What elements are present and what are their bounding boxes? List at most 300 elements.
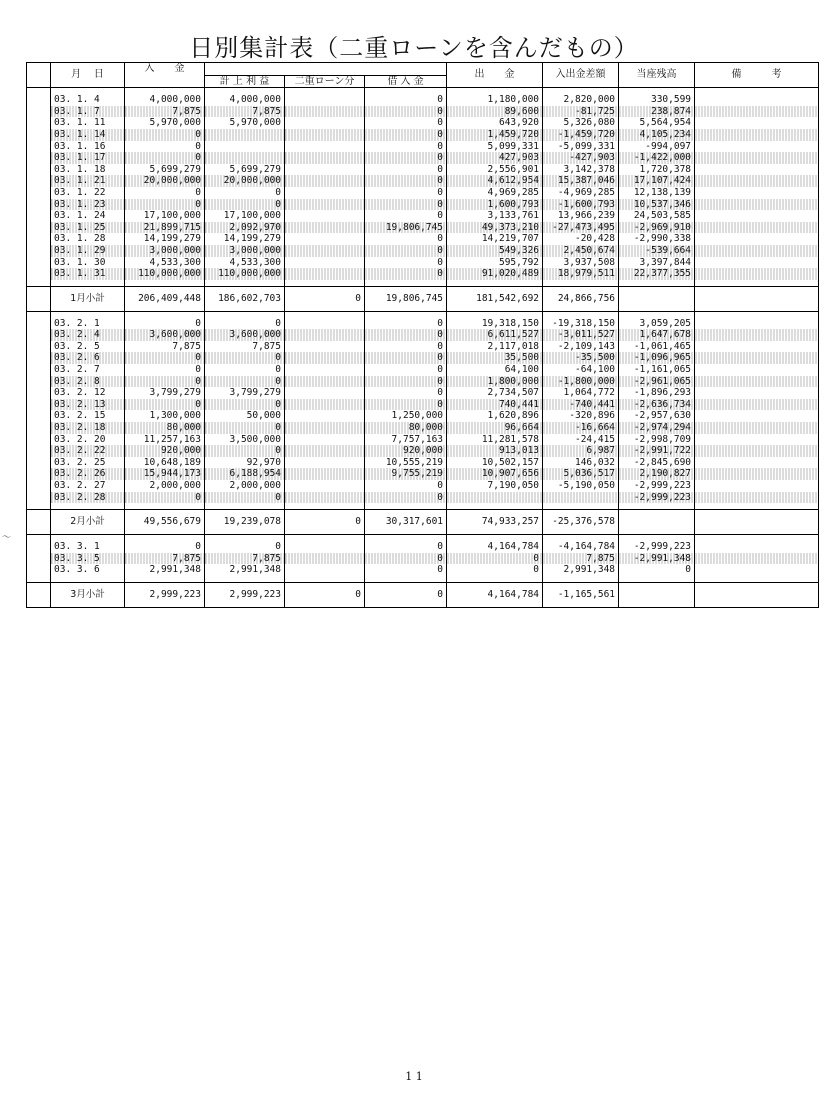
blank-cell <box>27 210 51 222</box>
note-cell <box>695 541 819 553</box>
profit-cell: 5,970,000 <box>205 117 285 129</box>
col-month-label: 月 <box>71 69 82 81</box>
blank-cell <box>27 564 51 576</box>
date-cell: 03. 1. 31 <box>51 268 125 280</box>
income-cell: 0 <box>125 199 205 211</box>
balance-cell: 330,599 <box>619 94 695 106</box>
outgo-cell: 3,133,761 <box>447 210 543 222</box>
blank-cell <box>27 387 51 399</box>
income-cell: 7,875 <box>125 341 205 353</box>
note-cell <box>695 257 819 269</box>
profit-cell <box>205 141 285 153</box>
date-cell: 03. 1. 29 <box>51 245 125 257</box>
borrow-cell: 0 <box>365 257 447 269</box>
outgo-cell: 2,556,901 <box>447 164 543 176</box>
blank-cell <box>27 364 51 376</box>
profit-cell: 3,500,000 <box>205 434 285 446</box>
income-cell: 0 <box>125 152 205 164</box>
income-cell: 0 <box>125 364 205 376</box>
borrow-cell: 10,555,219 <box>365 457 447 469</box>
balance-cell: 10,537,346 <box>619 199 695 211</box>
double-loan-cell: 0 <box>285 582 365 607</box>
col-income-sub <box>125 75 205 88</box>
double-loan-cell <box>285 222 365 234</box>
note-cell <box>695 164 819 176</box>
outgo-cell: 89,600 <box>447 106 543 118</box>
double-loan-cell <box>285 457 365 469</box>
borrow-cell: 0 <box>365 582 447 607</box>
date-cell: 03. 3. 6 <box>51 564 125 576</box>
income-cell: 14,199,279 <box>125 233 205 245</box>
profit-cell: 7,875 <box>205 341 285 353</box>
table-row <box>27 445 819 457</box>
outgo-cell: 96,664 <box>447 422 543 434</box>
balance-cell: -2,999,223 <box>619 541 695 553</box>
subtotal-row <box>27 510 819 535</box>
diff-cell: 2,991,348 <box>543 564 619 576</box>
table-row <box>27 117 819 129</box>
table-row <box>27 410 819 422</box>
blank-cell <box>27 268 51 280</box>
double-loan-cell <box>285 199 365 211</box>
page-number: 1 1 <box>405 1070 423 1083</box>
borrow-cell: 0 <box>365 399 447 411</box>
blank-cell <box>27 468 51 480</box>
blank-cell <box>27 510 51 535</box>
income-cell: 2,991,348 <box>125 564 205 576</box>
profit-cell: 92,970 <box>205 457 285 469</box>
double-loan-cell <box>285 553 365 565</box>
note-cell <box>695 187 819 199</box>
table-row <box>27 480 819 492</box>
note-cell <box>695 329 819 341</box>
balance-cell: 3,397,844 <box>619 257 695 269</box>
blank-cell <box>27 129 51 141</box>
blank-cell <box>27 352 51 364</box>
balance-cell: 5,564,954 <box>619 117 695 129</box>
profit-cell: 0 <box>205 199 285 211</box>
income-cell: 11,257,163 <box>125 434 205 446</box>
double-loan-cell <box>285 245 365 257</box>
note-cell <box>695 129 819 141</box>
note-cell <box>695 199 819 211</box>
borrow-cell: 19,806,745 <box>365 222 447 234</box>
diff-cell: -320,896 <box>543 410 619 422</box>
blank-cell <box>27 341 51 353</box>
note-cell <box>695 268 819 280</box>
outgo-cell: 595,792 <box>447 257 543 269</box>
balance-cell: -1,061,465 <box>619 341 695 353</box>
diff-cell: -427,903 <box>543 152 619 164</box>
double-loan-cell <box>285 399 365 411</box>
profit-cell: 3,000,000 <box>205 245 285 257</box>
double-loan-cell <box>285 492 365 504</box>
table-row <box>27 387 819 399</box>
table-row <box>27 364 819 376</box>
double-loan-cell <box>285 257 365 269</box>
date-cell: 03. 2. 7 <box>51 364 125 376</box>
table-row <box>27 210 819 222</box>
diff-cell: 5,326,080 <box>543 117 619 129</box>
outgo-cell: 10,907,656 <box>447 468 543 480</box>
table-row <box>27 541 819 553</box>
col-day-label: 日 <box>93 69 104 81</box>
subtotal-label: 2月小計 <box>51 510 125 535</box>
borrow-cell: 0 <box>365 245 447 257</box>
outgo-cell: 1,600,793 <box>447 199 543 211</box>
note-cell <box>695 94 819 106</box>
double-loan-cell <box>285 434 365 446</box>
income-cell: 20,000,000 <box>125 175 205 187</box>
note-cell <box>695 492 819 504</box>
blank-cell <box>27 257 51 269</box>
balance-cell: 24,503,585 <box>619 210 695 222</box>
income-cell: 4,533,300 <box>125 257 205 269</box>
diff-cell: -25,376,578 <box>543 510 619 535</box>
table-row <box>27 422 819 434</box>
note-cell <box>695 434 819 446</box>
income-cell: 110,000,000 <box>125 268 205 280</box>
profit-cell: 7,875 <box>205 106 285 118</box>
income-cell: 2,999,223 <box>125 582 205 607</box>
table-row <box>27 129 819 141</box>
income-cell: 5,699,279 <box>125 164 205 176</box>
date-cell: 03. 2. 27 <box>51 480 125 492</box>
table-row <box>27 175 819 187</box>
date-cell: 03. 2. 4 <box>51 329 125 341</box>
table-row <box>27 187 819 199</box>
borrow-cell: 19,806,745 <box>365 286 447 311</box>
date-cell: 03. 2. 5 <box>51 341 125 353</box>
diff-cell: 13,966,239 <box>543 210 619 222</box>
col-blank <box>27 63 51 88</box>
double-loan-cell <box>285 445 365 457</box>
diff-cell: 18,979,511 <box>543 268 619 280</box>
blank-cell <box>27 553 51 565</box>
outgo-cell: 2,734,507 <box>447 387 543 399</box>
balance-cell: -1,422,000 <box>619 152 695 164</box>
blank-cell <box>27 222 51 234</box>
blank-cell <box>27 541 51 553</box>
blank-cell <box>27 329 51 341</box>
outgo-cell: 64,100 <box>447 364 543 376</box>
income-cell: 0 <box>125 141 205 153</box>
double-loan-cell <box>285 341 365 353</box>
balance-cell: 17,107,424 <box>619 175 695 187</box>
borrow-cell: 0 <box>365 329 447 341</box>
diff-cell: 1,064,772 <box>543 387 619 399</box>
table-body <box>27 88 819 608</box>
date-cell: 03. 2. 6 <box>51 352 125 364</box>
blank-cell <box>27 175 51 187</box>
note-cell <box>695 468 819 480</box>
double-loan-cell <box>285 480 365 492</box>
date-cell: 03. 1. 21 <box>51 175 125 187</box>
profit-cell: 186,602,703 <box>205 286 285 311</box>
profit-cell: 2,000,000 <box>205 480 285 492</box>
outgo-cell: 10,502,157 <box>447 457 543 469</box>
diff-cell: -1,459,720 <box>543 129 619 141</box>
double-loan-cell: 0 <box>285 286 365 311</box>
diff-cell <box>543 492 619 504</box>
note-cell <box>695 233 819 245</box>
date-cell: 03. 2. 25 <box>51 457 125 469</box>
profit-cell: 14,199,279 <box>205 233 285 245</box>
borrow-cell: 9,755,219 <box>365 468 447 480</box>
borrow-cell: 0 <box>365 210 447 222</box>
borrow-cell: 0 <box>365 152 447 164</box>
outgo-cell: 643,920 <box>447 117 543 129</box>
profit-cell: 0 <box>205 422 285 434</box>
col-outgo: 出 金 <box>447 63 543 88</box>
col-double-loan: 二重ローン分 <box>285 75 365 88</box>
table-row <box>27 106 819 118</box>
blank-cell <box>27 94 51 106</box>
table-row <box>27 318 819 330</box>
blank-cell <box>27 445 51 457</box>
outgo-cell: 0 <box>447 564 543 576</box>
income-cell: 0 <box>125 376 205 388</box>
profit-cell: 6,188,954 <box>205 468 285 480</box>
profit-cell: 3,799,279 <box>205 387 285 399</box>
double-loan-cell <box>285 210 365 222</box>
balance-cell: -2,636,734 <box>619 399 695 411</box>
balance-cell: 238,874 <box>619 106 695 118</box>
outgo-cell: 74,933,257 <box>447 510 543 535</box>
profit-cell: 0 <box>205 445 285 457</box>
date-cell: 03. 1. 22 <box>51 187 125 199</box>
borrow-cell: 0 <box>365 564 447 576</box>
blank-cell <box>27 410 51 422</box>
borrow-cell: 0 <box>365 141 447 153</box>
diff-cell: 3,142,378 <box>543 164 619 176</box>
profit-cell <box>205 152 285 164</box>
date-cell: 03. 2. 26 <box>51 468 125 480</box>
balance-cell: -539,664 <box>619 245 695 257</box>
borrow-cell: 0 <box>365 364 447 376</box>
double-loan-cell <box>285 94 365 106</box>
borrow-cell: 0 <box>365 376 447 388</box>
double-loan-cell <box>285 141 365 153</box>
date-cell: 03. 2. 8 <box>51 376 125 388</box>
double-loan-cell <box>285 164 365 176</box>
diff-cell: 3,937,508 <box>543 257 619 269</box>
date-cell: 03. 1. 18 <box>51 164 125 176</box>
outgo-cell: 14,219,707 <box>447 233 543 245</box>
borrow-cell: 0 <box>365 341 447 353</box>
table-row <box>27 457 819 469</box>
table-row <box>27 233 819 245</box>
diff-cell: -27,473,495 <box>543 222 619 234</box>
borrow-cell: 920,000 <box>365 445 447 457</box>
balance-cell: 2,190,827 <box>619 468 695 480</box>
diff-cell: -20,428 <box>543 233 619 245</box>
outgo-cell: 49,373,210 <box>447 222 543 234</box>
double-loan-cell <box>285 117 365 129</box>
diff-cell: -35,500 <box>543 352 619 364</box>
balance-cell: -2,969,910 <box>619 222 695 234</box>
blank-cell <box>27 233 51 245</box>
balance-cell: -2,961,065 <box>619 376 695 388</box>
balance-cell: -2,998,709 <box>619 434 695 446</box>
balance-cell: -2,999,223 <box>619 480 695 492</box>
note-cell <box>695 210 819 222</box>
subtotal-label: 1月小計 <box>51 286 125 311</box>
balance-cell: 1,720,378 <box>619 164 695 176</box>
balance-cell: -2,990,338 <box>619 233 695 245</box>
borrow-cell: 0 <box>365 268 447 280</box>
col-note: 備 考 <box>695 63 819 88</box>
income-cell: 0 <box>125 129 205 141</box>
note-cell <box>695 376 819 388</box>
note-cell <box>695 564 819 576</box>
date-cell: 03. 2. 1 <box>51 318 125 330</box>
table-row <box>27 164 819 176</box>
borrow-cell: 0 <box>365 553 447 565</box>
outgo-cell: 5,099,331 <box>447 141 543 153</box>
outgo-cell: 2,117,018 <box>447 341 543 353</box>
income-cell: 80,000 <box>125 422 205 434</box>
table-row <box>27 492 819 504</box>
date-cell: 03. 2. 15 <box>51 410 125 422</box>
table-row <box>27 257 819 269</box>
income-cell: 15,944,173 <box>125 468 205 480</box>
date-cell: 03. 1. 28 <box>51 233 125 245</box>
balance-cell: -2,991,348 <box>619 553 695 565</box>
diff-cell: -1,800,000 <box>543 376 619 388</box>
borrow-cell: 80,000 <box>365 422 447 434</box>
profit-cell <box>205 129 285 141</box>
diff-cell: -1,165,561 <box>543 582 619 607</box>
diff-cell: -3,011,527 <box>543 329 619 341</box>
table-row <box>27 434 819 446</box>
income-cell: 2,000,000 <box>125 480 205 492</box>
date-cell: 03. 1. 17 <box>51 152 125 164</box>
note-cell <box>695 387 819 399</box>
blank-cell <box>27 199 51 211</box>
income-cell: 206,409,448 <box>125 286 205 311</box>
outgo-cell: 11,281,578 <box>447 434 543 446</box>
profit-cell: 0 <box>205 492 285 504</box>
blank-cell <box>27 582 51 607</box>
income-cell: 0 <box>125 541 205 553</box>
balance-cell: -1,096,965 <box>619 352 695 364</box>
outgo-cell: 35,500 <box>447 352 543 364</box>
date-cell: 03. 3. 5 <box>51 553 125 565</box>
income-cell: 3,799,279 <box>125 387 205 399</box>
outgo-cell: 91,020,489 <box>447 268 543 280</box>
outgo-cell: 4,612,954 <box>447 175 543 187</box>
borrow-cell: 0 <box>365 94 447 106</box>
borrow-cell: 0 <box>365 352 447 364</box>
blank-cell <box>27 117 51 129</box>
daily-summary-table <box>26 62 819 608</box>
blank-cell <box>27 399 51 411</box>
diff-cell: 146,032 <box>543 457 619 469</box>
outgo-cell: 1,620,896 <box>447 410 543 422</box>
table-row <box>27 341 819 353</box>
income-cell: 5,970,000 <box>125 117 205 129</box>
outgo-cell: 6,611,527 <box>447 329 543 341</box>
profit-cell: 0 <box>205 318 285 330</box>
date-cell: 03. 1. 30 <box>51 257 125 269</box>
date-cell: 03. 1. 23 <box>51 199 125 211</box>
date-cell: 03. 2. 28 <box>51 492 125 504</box>
col-date <box>51 63 125 88</box>
table-row <box>27 376 819 388</box>
note-cell <box>695 175 819 187</box>
diff-cell: -1,600,793 <box>543 199 619 211</box>
outgo-cell: 19,318,150 <box>447 318 543 330</box>
double-loan-cell <box>285 318 365 330</box>
profit-cell: 4,533,300 <box>205 257 285 269</box>
double-loan-cell <box>285 152 365 164</box>
diff-cell: -5,099,331 <box>543 141 619 153</box>
date-cell: 03. 3. 1 <box>51 541 125 553</box>
profit-cell: 110,000,000 <box>205 268 285 280</box>
profit-cell: 3,600,000 <box>205 329 285 341</box>
blank-cell <box>27 141 51 153</box>
note-cell <box>695 480 819 492</box>
borrow-cell: 7,757,163 <box>365 434 447 446</box>
borrow-cell: 0 <box>365 199 447 211</box>
outgo-cell: 4,164,784 <box>447 541 543 553</box>
col-income: 入 金 <box>125 63 205 76</box>
table-row <box>27 352 819 364</box>
borrow-cell: 0 <box>365 480 447 492</box>
note-cell <box>695 222 819 234</box>
date-cell: 03. 1. 14 <box>51 129 125 141</box>
income-cell: 17,100,000 <box>125 210 205 222</box>
note-cell <box>695 410 819 422</box>
blank-cell <box>27 152 51 164</box>
diff-cell: 7,875 <box>543 553 619 565</box>
blank-cell <box>27 187 51 199</box>
table-row <box>27 199 819 211</box>
borrow-cell: 1,250,000 <box>365 410 447 422</box>
income-cell: 1,300,000 <box>125 410 205 422</box>
profit-cell: 19,239,078 <box>205 510 285 535</box>
note-cell <box>695 106 819 118</box>
borrow-cell: 0 <box>365 129 447 141</box>
income-cell: 21,899,715 <box>125 222 205 234</box>
note-cell <box>695 352 819 364</box>
col-profit: 計 上 利 益 <box>205 75 285 88</box>
note-cell <box>695 422 819 434</box>
double-loan-cell <box>285 352 365 364</box>
outgo-cell: 1,180,000 <box>447 94 543 106</box>
blank-cell <box>27 245 51 257</box>
blank-cell <box>27 492 51 504</box>
double-loan-cell: 0 <box>285 510 365 535</box>
borrow-cell: 0 <box>365 106 447 118</box>
diff-cell: -740,441 <box>543 399 619 411</box>
note-cell <box>695 152 819 164</box>
outgo-cell: 7,190,050 <box>447 480 543 492</box>
double-loan-cell <box>285 268 365 280</box>
profit-cell: 0 <box>205 399 285 411</box>
borrow-cell: 0 <box>365 187 447 199</box>
borrow-cell: 0 <box>365 175 447 187</box>
page-title: 日別集計表（二重ローンを含んだもの） <box>189 34 639 62</box>
income-cell: 49,556,679 <box>125 510 205 535</box>
outgo-cell: 0 <box>447 553 543 565</box>
outgo-cell: 4,969,285 <box>447 187 543 199</box>
double-loan-cell <box>285 175 365 187</box>
double-loan-cell <box>285 187 365 199</box>
balance-cell: -2,957,630 <box>619 410 695 422</box>
date-cell: 03. 1. 11 <box>51 117 125 129</box>
